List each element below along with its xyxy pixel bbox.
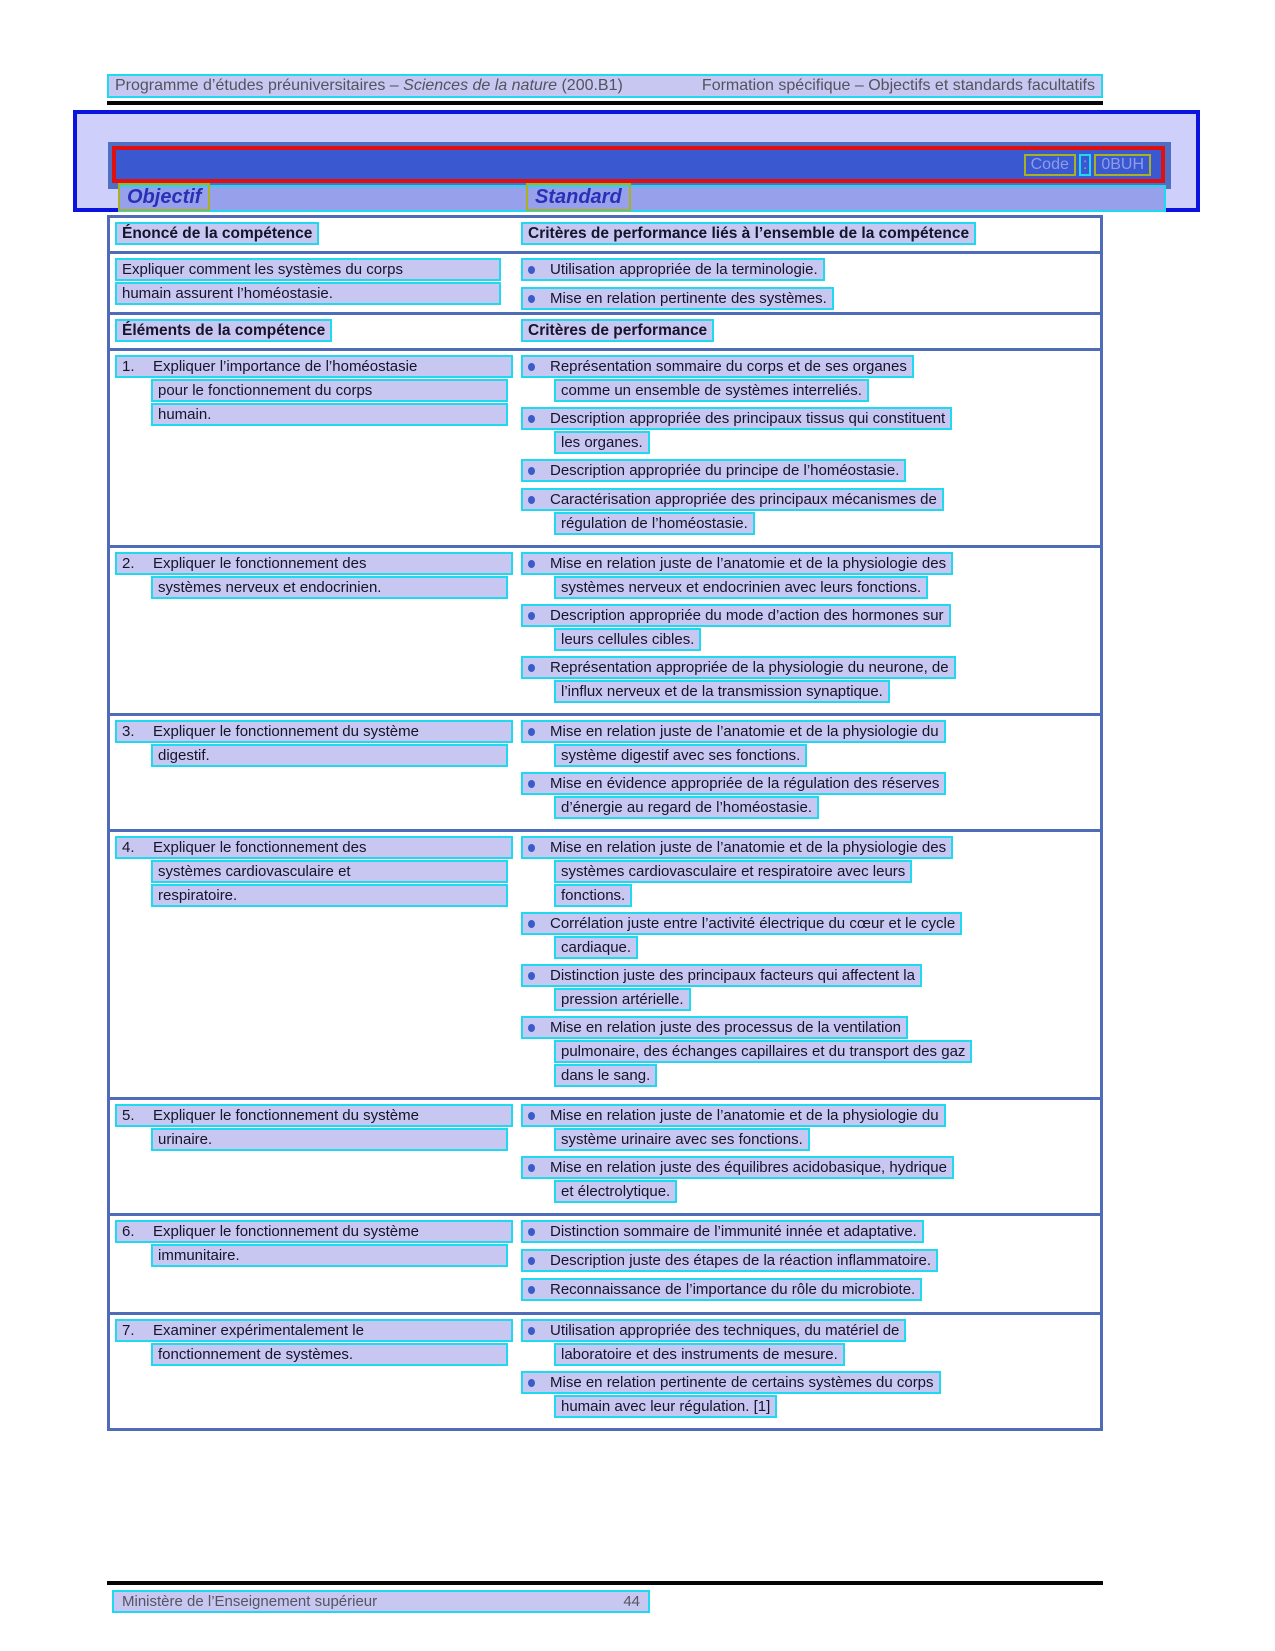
bullet-icon bbox=[528, 972, 535, 980]
competence-header-cell bbox=[115, 222, 521, 246]
elements-table-rows bbox=[110, 351, 1100, 1428]
criterion-line: système digestif avec ses fonctions. bbox=[554, 744, 807, 767]
criterion-first-line bbox=[521, 720, 946, 743]
criterion-text: Mise en relation juste de l’anatomie et de la physiologie du bbox=[550, 1107, 939, 1124]
criterion-item bbox=[521, 287, 1092, 311]
bullet-icon bbox=[528, 1228, 535, 1236]
bullet-icon bbox=[528, 780, 535, 788]
bullet-icon bbox=[528, 844, 535, 852]
criteria-cell bbox=[521, 1319, 1092, 1423]
criterion-first-line bbox=[521, 258, 825, 281]
element-text: Expliquer le fonctionnement du système bbox=[153, 1107, 419, 1124]
criterion-text: Description appropriée des principaux tissus qui constituent bbox=[550, 410, 946, 427]
element-text: Expliquer le fonctionnement du système bbox=[153, 1223, 419, 1240]
criterion-item bbox=[521, 1371, 1092, 1418]
bullet-icon bbox=[528, 363, 535, 371]
criterion-line: fonctions. bbox=[554, 884, 632, 907]
criterion-text: Utilisation appropriée des techniques, du matériel de bbox=[550, 1322, 900, 1339]
page-header bbox=[107, 74, 1103, 98]
element-first-line bbox=[115, 1319, 513, 1342]
competence-statement-line: humain assurent l’homéostasie. bbox=[115, 282, 501, 305]
criterion-item bbox=[521, 912, 1092, 959]
criteria-cell bbox=[521, 355, 1092, 540]
criterion-first-line bbox=[521, 1156, 954, 1179]
criterion-text: Distinction sommaire de l’immunité innée et adaptative. bbox=[550, 1223, 917, 1240]
element-number: 7. bbox=[122, 1322, 135, 1339]
element-row bbox=[110, 1312, 1100, 1428]
performance-header-label: Critères de performance bbox=[521, 319, 714, 342]
element-row bbox=[110, 351, 1100, 545]
criterion-text: Mise en relation juste des processus de la ventilation bbox=[550, 1019, 902, 1036]
criterion-line: les organes. bbox=[554, 431, 650, 454]
criterion-text: Corrélation juste entre l’activité électrique du cœur et le cycle bbox=[550, 915, 956, 932]
element-line: immunitaire. bbox=[151, 1244, 508, 1267]
page-footer bbox=[112, 1590, 650, 1613]
element-cell bbox=[115, 1104, 521, 1208]
criterion-text: Mise en relation juste de l’anatomie et de la physiologie des bbox=[550, 839, 947, 856]
criterion-first-line bbox=[521, 1371, 941, 1394]
bullet-icon bbox=[528, 1112, 535, 1120]
element-number: 4. bbox=[122, 839, 135, 856]
element-cell bbox=[115, 836, 521, 1092]
criterion-text: Reconnaissance de l’importance du rôle du microbiote. bbox=[550, 1281, 916, 1298]
criterion-first-line bbox=[521, 604, 951, 627]
objective-standard-panel bbox=[73, 110, 1200, 212]
element-line: pour le fonctionnement du corps bbox=[151, 379, 508, 402]
element-first-line bbox=[115, 1104, 513, 1127]
bullet-icon bbox=[528, 467, 535, 475]
criteria-cell bbox=[521, 1104, 1092, 1208]
bullet-icon bbox=[528, 496, 535, 504]
element-cell bbox=[115, 1220, 521, 1307]
element-number: 6. bbox=[122, 1223, 135, 1240]
criterion-item bbox=[521, 836, 1092, 907]
element-line: systèmes nerveux et endocrinien. bbox=[151, 576, 508, 599]
elements-header-cell bbox=[115, 319, 521, 343]
element-row bbox=[110, 713, 1100, 829]
criterion-item bbox=[521, 552, 1092, 599]
element-line: digestif. bbox=[151, 744, 508, 767]
element-number: 3. bbox=[122, 723, 135, 740]
criteria-cell bbox=[521, 1220, 1092, 1307]
code-value: 0BUH bbox=[1094, 154, 1151, 176]
criterion-line: d’énergie au regard de l’homéostasie. bbox=[554, 796, 819, 819]
bullet-icon bbox=[528, 664, 535, 672]
criterion-line: comme un ensemble de systèmes interreliés. bbox=[554, 379, 869, 402]
criterion-item bbox=[521, 1278, 1092, 1302]
criterion-text: Description appropriée du mode d’action des hormones sur bbox=[550, 607, 944, 624]
bullet-icon bbox=[528, 612, 535, 620]
criterion-text: Mise en évidence appropriée de la régulation des réserves bbox=[550, 775, 940, 792]
criterion-first-line bbox=[521, 964, 922, 987]
bullet-icon bbox=[528, 728, 535, 736]
criterion-first-line bbox=[521, 1249, 938, 1272]
criterion-line: cardiaque. bbox=[554, 936, 638, 959]
code-bar bbox=[112, 146, 1165, 183]
criterion-text: Mise en relation juste de l’anatomie et de la physiologie du bbox=[550, 723, 939, 740]
element-first-line bbox=[115, 720, 513, 743]
criterion-text: Description juste des étapes de la réaction inflammatoire. bbox=[550, 1252, 932, 1269]
element-cell bbox=[115, 720, 521, 824]
criterion-line: laboratoire et des instruments de mesure. bbox=[554, 1343, 845, 1366]
criteria-header-cell bbox=[521, 222, 1092, 246]
element-number: 5. bbox=[122, 1107, 135, 1124]
element-row bbox=[110, 829, 1100, 1097]
element-first-line bbox=[115, 1220, 513, 1243]
criterion-item bbox=[521, 459, 1092, 483]
criterion-text: Caractérisation appropriée des principaux mécanismes de bbox=[550, 491, 937, 508]
criterion-line: systèmes cardiovasculaire et respiratoire avec leurs bbox=[554, 860, 912, 883]
criterion-line: dans le sang. bbox=[554, 1064, 657, 1087]
criterion-item bbox=[521, 1156, 1092, 1203]
code-separator: : bbox=[1079, 154, 1091, 176]
criterion-first-line bbox=[521, 407, 952, 430]
header-left-code: (200.B1) bbox=[557, 77, 623, 94]
criterion-first-line bbox=[521, 1220, 924, 1243]
criterion-item bbox=[521, 720, 1092, 767]
header-rule bbox=[107, 101, 1103, 105]
criterion-line: système urinaire avec ses fonctions. bbox=[554, 1128, 810, 1151]
element-first-line bbox=[115, 836, 513, 859]
element-line: respiratoire. bbox=[151, 884, 508, 907]
competence-statement-line: Expliquer comment les systèmes du corps bbox=[115, 258, 501, 281]
criterion-first-line bbox=[521, 459, 906, 482]
criterion-first-line bbox=[521, 355, 914, 378]
competence-criteria-cell bbox=[521, 258, 1092, 316]
criteria-cell bbox=[521, 720, 1092, 824]
header-left bbox=[115, 77, 623, 95]
criterion-item bbox=[521, 1104, 1092, 1151]
bullet-icon bbox=[528, 295, 535, 303]
criterion-line: pression artérielle. bbox=[554, 988, 691, 1011]
criterion-text: Mise en relation juste de l’anatomie et de la physiologie des bbox=[550, 555, 947, 572]
standard-heading: Standard bbox=[526, 183, 631, 211]
criterion-item bbox=[521, 1319, 1092, 1366]
criterion-text: Représentation sommaire du corps et de ses organes bbox=[550, 358, 907, 375]
element-text: Expliquer l’importance de l’homéostasie bbox=[153, 358, 418, 375]
elements-header-label: Éléments de la compétence bbox=[115, 319, 332, 342]
criterion-item bbox=[521, 1249, 1092, 1273]
element-line: urinaire. bbox=[151, 1128, 508, 1151]
element-number: 2. bbox=[122, 555, 135, 572]
header-left-course-title: Sciences de la nature bbox=[403, 77, 558, 94]
criterion-first-line bbox=[521, 1319, 906, 1342]
bullet-icon bbox=[528, 1327, 535, 1335]
footer-rule bbox=[107, 1581, 1103, 1585]
criterion-item bbox=[521, 258, 1092, 282]
element-first-line bbox=[115, 552, 513, 575]
code-label: Code bbox=[1024, 154, 1076, 176]
criterion-first-line bbox=[521, 287, 834, 310]
criteria-cell bbox=[521, 552, 1092, 708]
bullet-icon bbox=[528, 920, 535, 928]
criterion-text: Représentation appropriée de la physiologie du neurone, de bbox=[550, 659, 949, 676]
bullet-icon bbox=[528, 266, 535, 274]
element-text: Expliquer le fonctionnement des bbox=[153, 839, 367, 856]
criterion-line: régulation de l’homéostasie. bbox=[554, 512, 755, 535]
criterion-line: humain avec leur régulation. [1] bbox=[554, 1395, 777, 1418]
element-row bbox=[110, 1213, 1100, 1312]
bullet-icon bbox=[528, 415, 535, 423]
criteria-header-label: Critères de performance liés à l’ensemble de la compétence bbox=[521, 222, 976, 245]
criterion-item bbox=[521, 772, 1092, 819]
criterion-line: et électrolytique. bbox=[554, 1180, 677, 1203]
criterion-first-line bbox=[521, 912, 962, 935]
criterion-text: Mise en relation pertinente de certains systèmes du corps bbox=[550, 1374, 934, 1391]
element-text: Expliquer le fonctionnement du système bbox=[153, 723, 419, 740]
element-line: humain. bbox=[151, 403, 508, 426]
competence-table-header bbox=[110, 218, 1100, 254]
element-first-line bbox=[115, 355, 513, 378]
criteria-cell bbox=[521, 836, 1092, 1092]
criterion-text: Description appropriée du principe de l’homéostasie. bbox=[550, 462, 900, 479]
elements-table bbox=[107, 312, 1103, 1431]
criterion-item bbox=[521, 1016, 1092, 1087]
element-row bbox=[110, 545, 1100, 713]
criterion-item bbox=[521, 656, 1092, 703]
criterion-line: l’influx nerveux et de la transmission synaptique. bbox=[554, 680, 890, 703]
criterion-first-line bbox=[521, 836, 953, 859]
footer-text: Ministère de l’Enseignement supérieur bbox=[122, 1593, 378, 1610]
criterion-first-line bbox=[521, 1104, 946, 1127]
element-line: systèmes cardiovasculaire et bbox=[151, 860, 508, 883]
header-left-prefix: Programme d’études préuniversitaires – bbox=[115, 77, 404, 94]
performance-header-cell bbox=[521, 319, 1092, 343]
page-number: 44 bbox=[623, 1593, 640, 1610]
criterion-item bbox=[521, 488, 1092, 535]
criterion-first-line bbox=[521, 772, 946, 795]
elements-table-header bbox=[110, 315, 1100, 351]
element-cell bbox=[115, 355, 521, 540]
criterion-line: pulmonaire, des échanges capillaires et du transport des gaz bbox=[554, 1040, 972, 1063]
competence-table bbox=[107, 215, 1103, 324]
criterion-first-line bbox=[521, 656, 956, 679]
bullet-icon bbox=[528, 1379, 535, 1387]
criterion-item bbox=[521, 407, 1092, 454]
criterion-text: Mise en relation juste des équilibres acidobasique, hydrique bbox=[550, 1159, 947, 1176]
criterion-item bbox=[521, 604, 1092, 651]
objectif-standard-band bbox=[118, 185, 1166, 212]
bullet-icon bbox=[528, 1257, 535, 1265]
bullet-icon bbox=[528, 560, 535, 568]
bullet-icon bbox=[528, 1286, 535, 1294]
element-number: 1. bbox=[122, 358, 135, 375]
criterion-text: Utilisation appropriée de la terminologie. bbox=[550, 261, 818, 278]
criterion-line: systèmes nerveux et endocrinien avec leurs fonctions. bbox=[554, 576, 928, 599]
criterion-text: Distinction juste des principaux facteurs qui affectent la bbox=[550, 967, 915, 984]
competence-header-label: Énoncé de la compétence bbox=[115, 222, 319, 245]
criterion-item bbox=[521, 1220, 1092, 1244]
element-cell bbox=[115, 1319, 521, 1423]
criterion-item bbox=[521, 355, 1092, 402]
criterion-line: leurs cellules cibles. bbox=[554, 628, 701, 651]
bullet-icon bbox=[528, 1164, 535, 1172]
criterion-first-line bbox=[521, 552, 953, 575]
element-line: fonctionnement de systèmes. bbox=[151, 1343, 508, 1366]
objectif-heading: Objectif bbox=[118, 183, 210, 211]
element-text: Expliquer le fonctionnement des bbox=[153, 555, 367, 572]
criterion-first-line bbox=[521, 1278, 922, 1301]
element-row bbox=[110, 1097, 1100, 1213]
criterion-first-line bbox=[521, 488, 944, 511]
criterion-text: Mise en relation pertinente des systèmes. bbox=[550, 290, 827, 307]
criterion-item bbox=[521, 964, 1092, 1011]
bullet-icon bbox=[528, 1024, 535, 1032]
criterion-first-line bbox=[521, 1016, 908, 1039]
element-text: Examiner expérimentalement le bbox=[153, 1322, 364, 1339]
element-cell bbox=[115, 552, 521, 708]
competence-statement-cell bbox=[115, 258, 521, 316]
header-right: Formation spécifique – Objectifs et standards facultatifs bbox=[701, 77, 1095, 94]
competence-table-body bbox=[110, 254, 1100, 321]
